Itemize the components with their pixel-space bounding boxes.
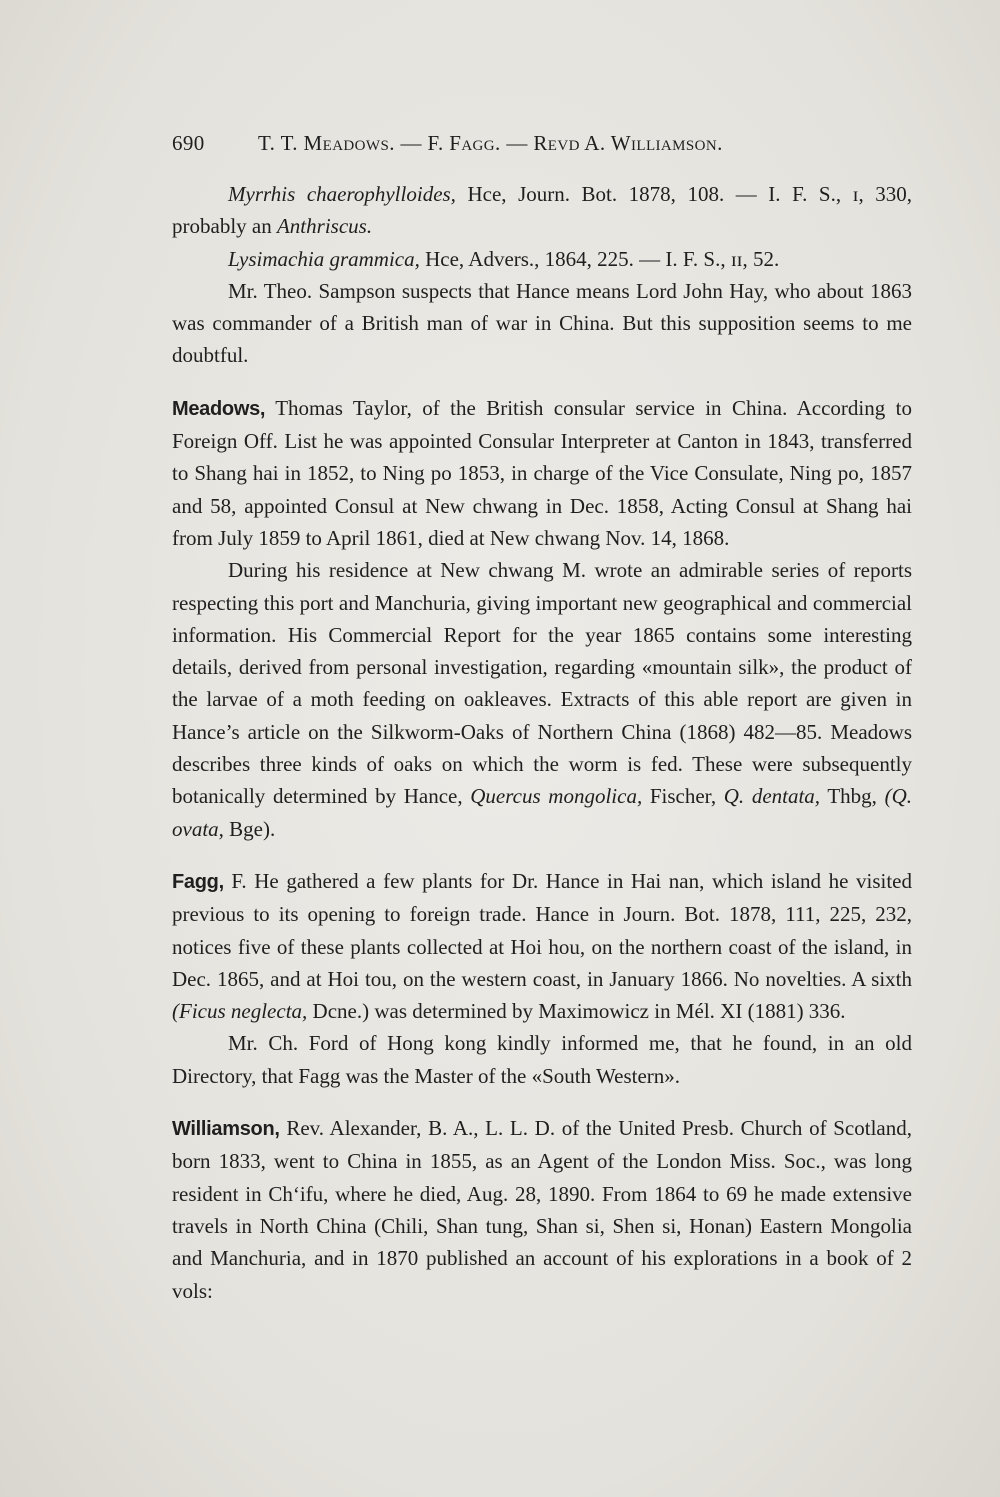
entry-williamson <box>172 1112 912 1307</box>
entry-text: During his residence at New chwang M. wrote an admirable series of reports respecting this port and Manchuria, giving important new geographical and commercial information. His Commercial Report for the year 1865 contains some interesting details, derived from personal investigation, regarding «mountain silk», the product of the larvae of a moth feeding on oakleaves. Extracts of this able report are given in Hance’s article on the Silkworm-Oaks of Northern China (1868) 482—85. Meadows describes three kinds of oaks on which the worm is fed. These were subsequently botanically determined by Hance, <box>172 558 912 809</box>
taxon-name: (Ficus neglecta, <box>172 999 308 1024</box>
entry-text: Rev. Alexander, B. A., L. L. D. of the United Presb. Church of Scotland, born 1833, went to China in 1855, as an Agent of the London Miss. Soc., was long resident in Chʻifu, where he died, Aug. 28, 1890. From 1864 to 69 he made extensive travels in North China (Chili, Shan tung, Shan si, Shen si, Honan) Eastern Mongolia and Manchuria, and in 1870 published an account of his explorations in a book of 2 vols: <box>172 1116 912 1303</box>
taxon-name: Anthriscus. <box>276 214 373 239</box>
entry-fagg-paragraph-2: Mr. Ch. Ford of Hong kong kindly informed me, that he found, in an old Directory, that Fagg was the Master of the «South Western». <box>172 1031 912 1088</box>
headword-fagg: Fagg, <box>172 870 224 893</box>
continuation-paragraph-lysimachia <box>172 243 912 275</box>
page-number: 690 <box>172 131 205 155</box>
taxon-name: Myrrhis chaerophylloides, <box>228 182 456 206</box>
running-title: T. T. Meadows. — F. Fagg. — Revd A. Williamson. <box>258 131 723 155</box>
entry-text: Bge). <box>223 816 276 841</box>
citation-text: Hce, Advers., 1864, 225. — I. F. S., ɪɪ, 52. <box>419 246 780 271</box>
continuation-paragraph-myrrhis <box>172 178 912 243</box>
page-body <box>172 178 912 1307</box>
entry-text: Thomas Taylor, of the British consular service in China. According to Foreign Off. List he was appointed Consular Interpreter at Canton in 1843, transferred to Shang hai in 1852, to Ning po 1853, in charge of the Vice Consulate, Ning po, 1857 and 58, appointed Consul at New chwang in Dec. 1858, Acting Consul at Shang hai from July 1859 to April 1861, died at New chwang Nov. 14, 1868. <box>172 395 912 550</box>
entry-text: F. He gathered a few plants for Dr. Hance in Hai nan, which island he visited previous to its opening to foreign trade. Hance in Journ. Bot. 1878, 111, 225, 232, notices five of these plants collected at Hoi hou, on the northern coast of the island, in Dec. 1865, and at Hoi tou, on the western coast, in January 1866. No novelties. A sixth <box>172 868 912 991</box>
running-header <box>172 131 912 156</box>
taxon-name: Quercus mongolica, <box>470 784 643 809</box>
entry-text: Thbg, <box>820 784 885 809</box>
headword-williamson: Williamson, <box>172 1118 280 1141</box>
entry-meadows <box>172 392 912 554</box>
entry-text: Dcne.) was determined by Maximowicz in Mél. XI (1881) 336. <box>307 999 846 1024</box>
taxon-name: (Q. ovata, <box>172 784 912 841</box>
entry-text: Fischer, <box>642 784 724 809</box>
entry-meadows-paragraph-2 <box>172 554 912 845</box>
citation-text: Hce, Journ. Bot. 1878, 108. — I. F. S., ɪ, 330, probably an <box>172 182 912 239</box>
entry-fagg <box>172 865 912 1027</box>
taxon-name: Q. dentata, <box>723 784 821 809</box>
taxon-name: Lysimachia grammica, <box>228 246 420 271</box>
headword-meadows: Meadows, <box>172 397 266 420</box>
continuation-paragraph-sampson: Mr. Theo. Sampson suspects that Hance means Lord John Hay, who about 1863 was commander of a British man of war in China. But this supposition seems to me doubtful. <box>172 278 912 368</box>
